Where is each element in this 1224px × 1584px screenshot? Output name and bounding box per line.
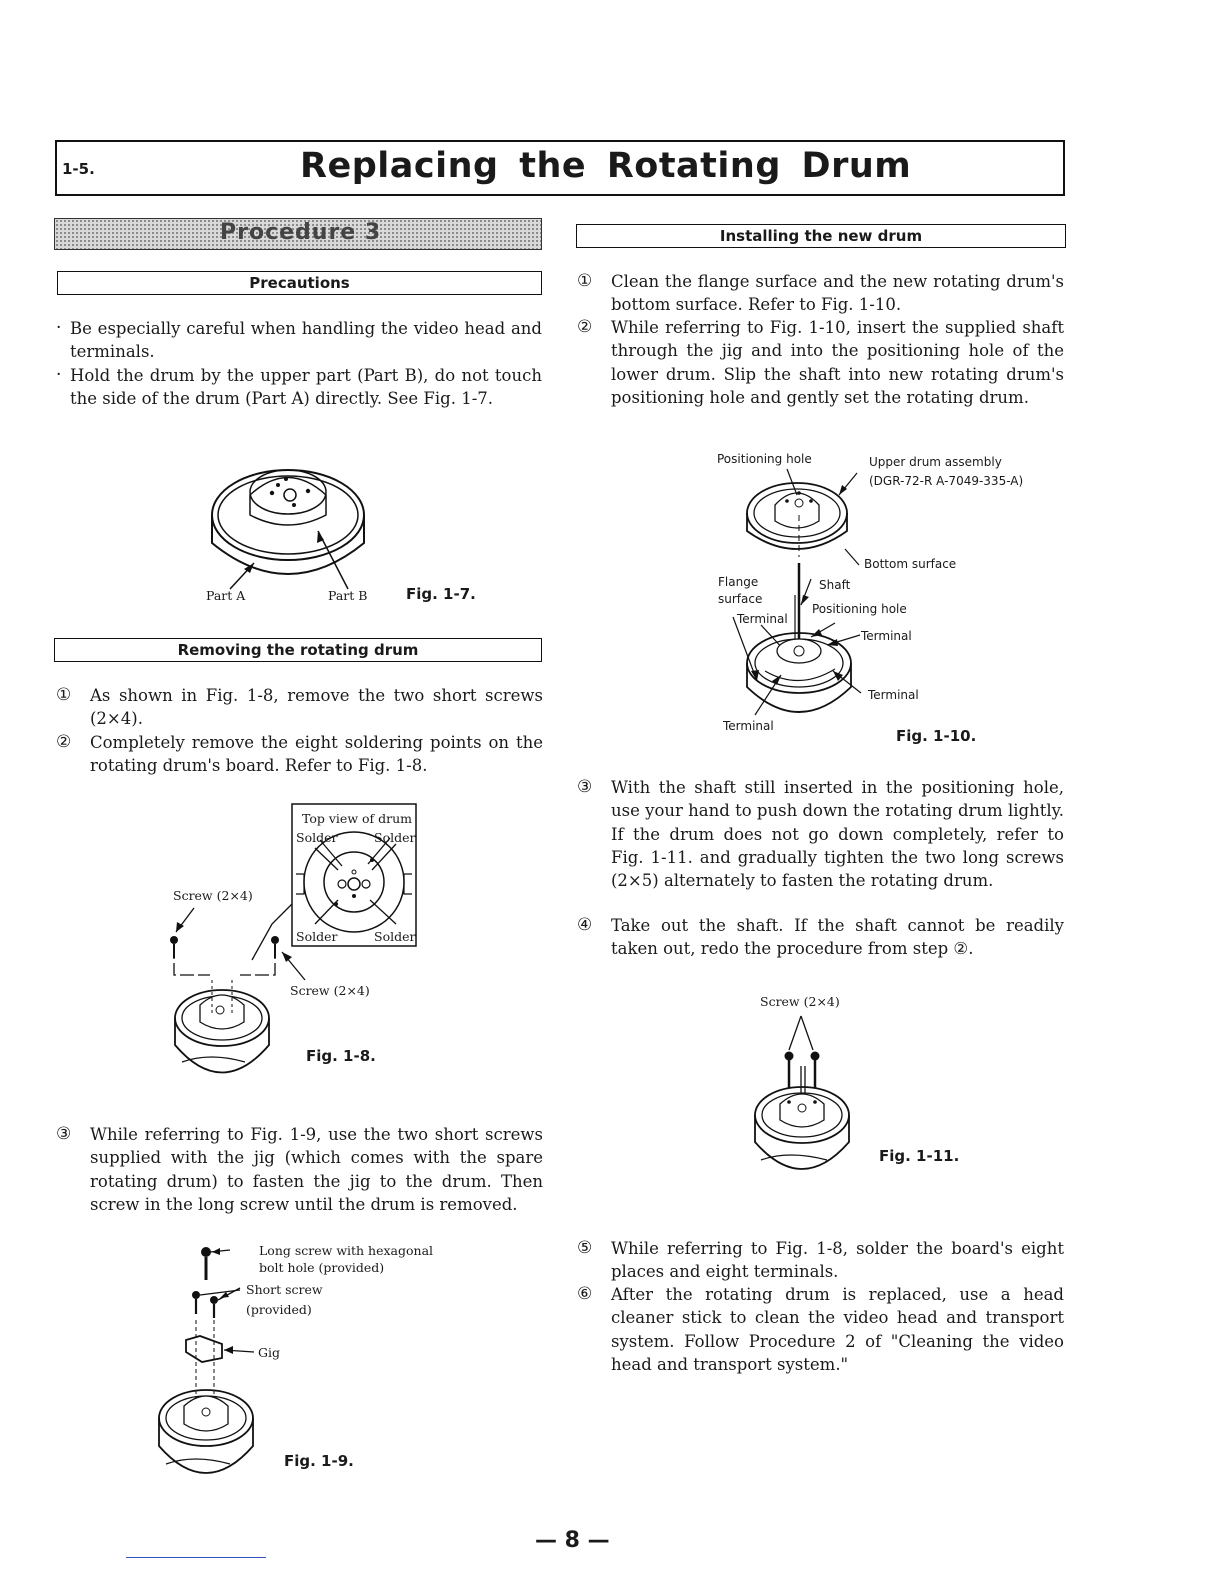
fig-1-9-short-screw-label: Short screw [246,1282,323,1297]
fig-1-8-solder-label: Solder [374,929,416,944]
fig-1-8-screw-label: Screw (2×4) [173,888,253,903]
removing-step: ③ While referring to Fig. 1-9, use the two short screws supplied with the jig (which comes with the spare rotating drum) to fasten the jig to the drum. Then screw in the long screw until the drum is removed. [56,1124,543,1214]
fig-1-8-top-view-label: Top view of drum [302,811,413,826]
removing-heading: Removing the rotating drum [54,638,542,662]
fig-1-8-solder-label: Solder [374,830,416,845]
installing-step: ⑥ After the rotating drum is replaced, use a head cleaner stick to clean the video head and transport system. Follow Procedure 2 of "Cleaning the video head and transport system." [577,1284,1064,1374]
fig-1-10-shaft-label: Shaft [819,578,851,592]
fig-1-9-long-screw-label: Long screw with hexagonal [259,1243,434,1258]
procedure-label: Procedure 3 [220,220,382,245]
installing-step: ① Clean the flange surface and the new rotating drum's bottom surface. Refer to Fig. 1-10. [577,271,1064,315]
page-title: Replacing the Rotating Drum [300,146,912,186]
installing-step: ④ Take out the shaft. If the shaft cannot be readily taken out, redo the procedure from step ②. [577,915,1064,959]
precaution-item: · Be especially careful when handling the video head and terminals. [56,318,542,362]
fig-1-10-surface-label: surface [718,592,763,606]
fig-1-7-part-a-label: Part A [206,588,246,603]
fig-1-10-terminal-label: Terminal [737,612,788,626]
removing-step: ② Completely remove the eight soldering points on the rotating drum's board. Refer to Fig. 1-8. [56,732,543,776]
fig-1-10-flange-label: Flange [718,575,759,589]
fig-1-10-positioning-hole-label-2: Positioning hole [812,602,907,616]
fig-1-10-upper-drum-code: (DGR-72-R A-7049-335-A) [869,474,1024,488]
fig-1-10-terminal-label: Terminal [868,688,919,702]
removing-step: ① As shown in Fig. 1-8, remove the two short screws (2×4). [56,685,543,729]
precaution-item: · Hold the drum by the upper part (Part B), do not touch the side of the drum (Part A) directly. See Fig. 1-7. [56,365,542,409]
fig-1-7-drum-drawing [200,455,380,605]
fig-1-11-drawing [745,1010,865,1190]
fig-1-9-caption: Fig. 1-9. [284,1452,354,1470]
fig-1-7-part-b-label: Part B [328,588,368,603]
fig-1-8-solder-label: Solder [296,830,338,845]
fig-1-11-caption: Fig. 1-11. [879,1147,960,1165]
fig-1-10-terminal-label: Terminal [723,719,774,733]
fig-1-8-caption: Fig. 1-8. [306,1047,376,1065]
fig-1-9-gig-label: Gig [258,1345,280,1360]
precautions-heading: Precautions [57,271,542,295]
fig-1-10-bottom-surface-label: Bottom surface [864,557,957,571]
installing-step: ② While referring to Fig. 1-10, insert the supplied shaft through the jig and into the positioning hole of the lower drum. Slip the shaft into new rotating drum's positioning hole and gently set the rotating drum. [577,317,1064,407]
installing-heading: Installing the new drum [576,224,1066,248]
fig-1-9-long-screw-label-2: bolt hole (provided) [259,1260,385,1275]
fig-1-8-solder-label: Solder [296,929,338,944]
fig-1-10-positioning-hole-label: Positioning hole [717,452,812,466]
fig-1-10-caption: Fig. 1-10. [896,727,977,745]
installing-step: ⑤ While referring to Fig. 1-8, solder the board's eight places and eight terminals. [577,1238,1064,1282]
installing-step: ③ With the shaft still inserted in the positioning hole, use your hand to push down the rotating drum lightly. If the drum does not go down completely, refer to Fig. 1-11. and gradually tighten the two long screws (2×5) alternately to fasten the rotating drum. [577,777,1064,891]
fig-1-8-screw-label: Screw (2×4) [290,983,370,998]
fig-1-11-screw-label: Screw (2×4) [760,994,840,1009]
fig-1-9-short-screw-label-2: (provided) [246,1302,312,1317]
page-number: — 8 — [535,1528,610,1553]
fig-1-10-terminal-label: Terminal [861,629,912,643]
section-number: 1-5. [62,160,95,178]
fig-1-7-caption: Fig. 1-7. [406,585,476,603]
fig-1-9-drawing [150,1240,270,1495]
procedure-banner [54,218,542,250]
fig-1-10-upper-drum-label: Upper drum assembly [869,455,1002,469]
footer-rule [126,1557,266,1558]
